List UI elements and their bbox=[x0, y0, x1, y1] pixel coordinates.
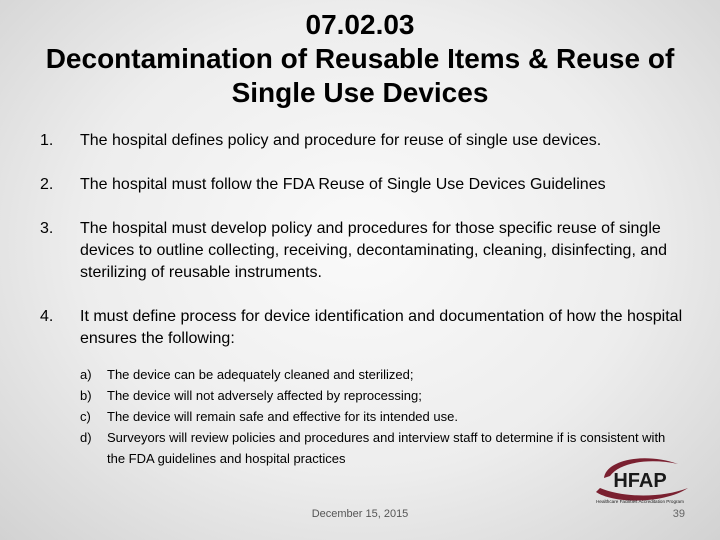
logo-tagline: Healthcare Facilities Accreditation Program bbox=[596, 499, 684, 504]
list-item bbox=[40, 174, 690, 218]
list-item bbox=[40, 218, 690, 306]
item-text: The hospital must follow the FDA Reuse of Single Use Devices Guidelines bbox=[80, 176, 606, 193]
slide-title bbox=[20, 8, 700, 110]
sub-text: Surveyors will review policies and procedures and interview staff to determine if is consistent with the FDA guidelines and hospital practices bbox=[107, 430, 666, 466]
sub-letter: a) bbox=[80, 367, 92, 382]
list-item bbox=[40, 306, 690, 350]
lettered-sublist bbox=[80, 364, 670, 469]
item-number: 4. bbox=[40, 308, 54, 325]
sublist-item bbox=[80, 406, 670, 427]
item-text: It must define process for device identification and documentation of how the hospital ensures the following: bbox=[80, 308, 683, 347]
title-line-main: Decontamination of Reusable Items & Reuse of bbox=[45, 43, 675, 74]
item-number: 2. bbox=[40, 176, 54, 193]
sub-text: The device will not adversely affected by reprocessing; bbox=[107, 388, 422, 403]
sublist-item bbox=[80, 427, 670, 469]
sub-letter: d) bbox=[80, 430, 92, 445]
page-number: 39 bbox=[672, 508, 685, 520]
item-number: 3. bbox=[40, 220, 54, 237]
title-line-code: 07.02.03 bbox=[305, 9, 415, 40]
sublist-item bbox=[80, 364, 670, 385]
sub-text: The device will remain safe and effective for its intended use. bbox=[107, 409, 458, 424]
hfap-logo bbox=[584, 452, 696, 506]
title-line-sub: Single Use Devices bbox=[231, 77, 489, 108]
item-text: The hospital must develop policy and procedures for those specific reuse of single devices to outline collecting, receiving, decontaminating, cleaning, disinfecting, and sterilizing of reusable instruments. bbox=[80, 220, 668, 281]
sub-text: The device can be adequately cleaned and sterilized; bbox=[107, 367, 414, 382]
logo-wordmark: HFAP bbox=[613, 470, 667, 492]
sublist-item bbox=[80, 385, 670, 406]
list-item bbox=[40, 130, 690, 174]
footer-date: December 15, 2015 bbox=[311, 508, 409, 520]
numbered-list bbox=[40, 130, 690, 350]
item-text: The hospital defines policy and procedure for reuse of single use devices. bbox=[80, 132, 602, 149]
sub-letter: b) bbox=[80, 388, 92, 403]
sub-letter: c) bbox=[80, 409, 91, 424]
item-number: 1. bbox=[40, 132, 54, 149]
